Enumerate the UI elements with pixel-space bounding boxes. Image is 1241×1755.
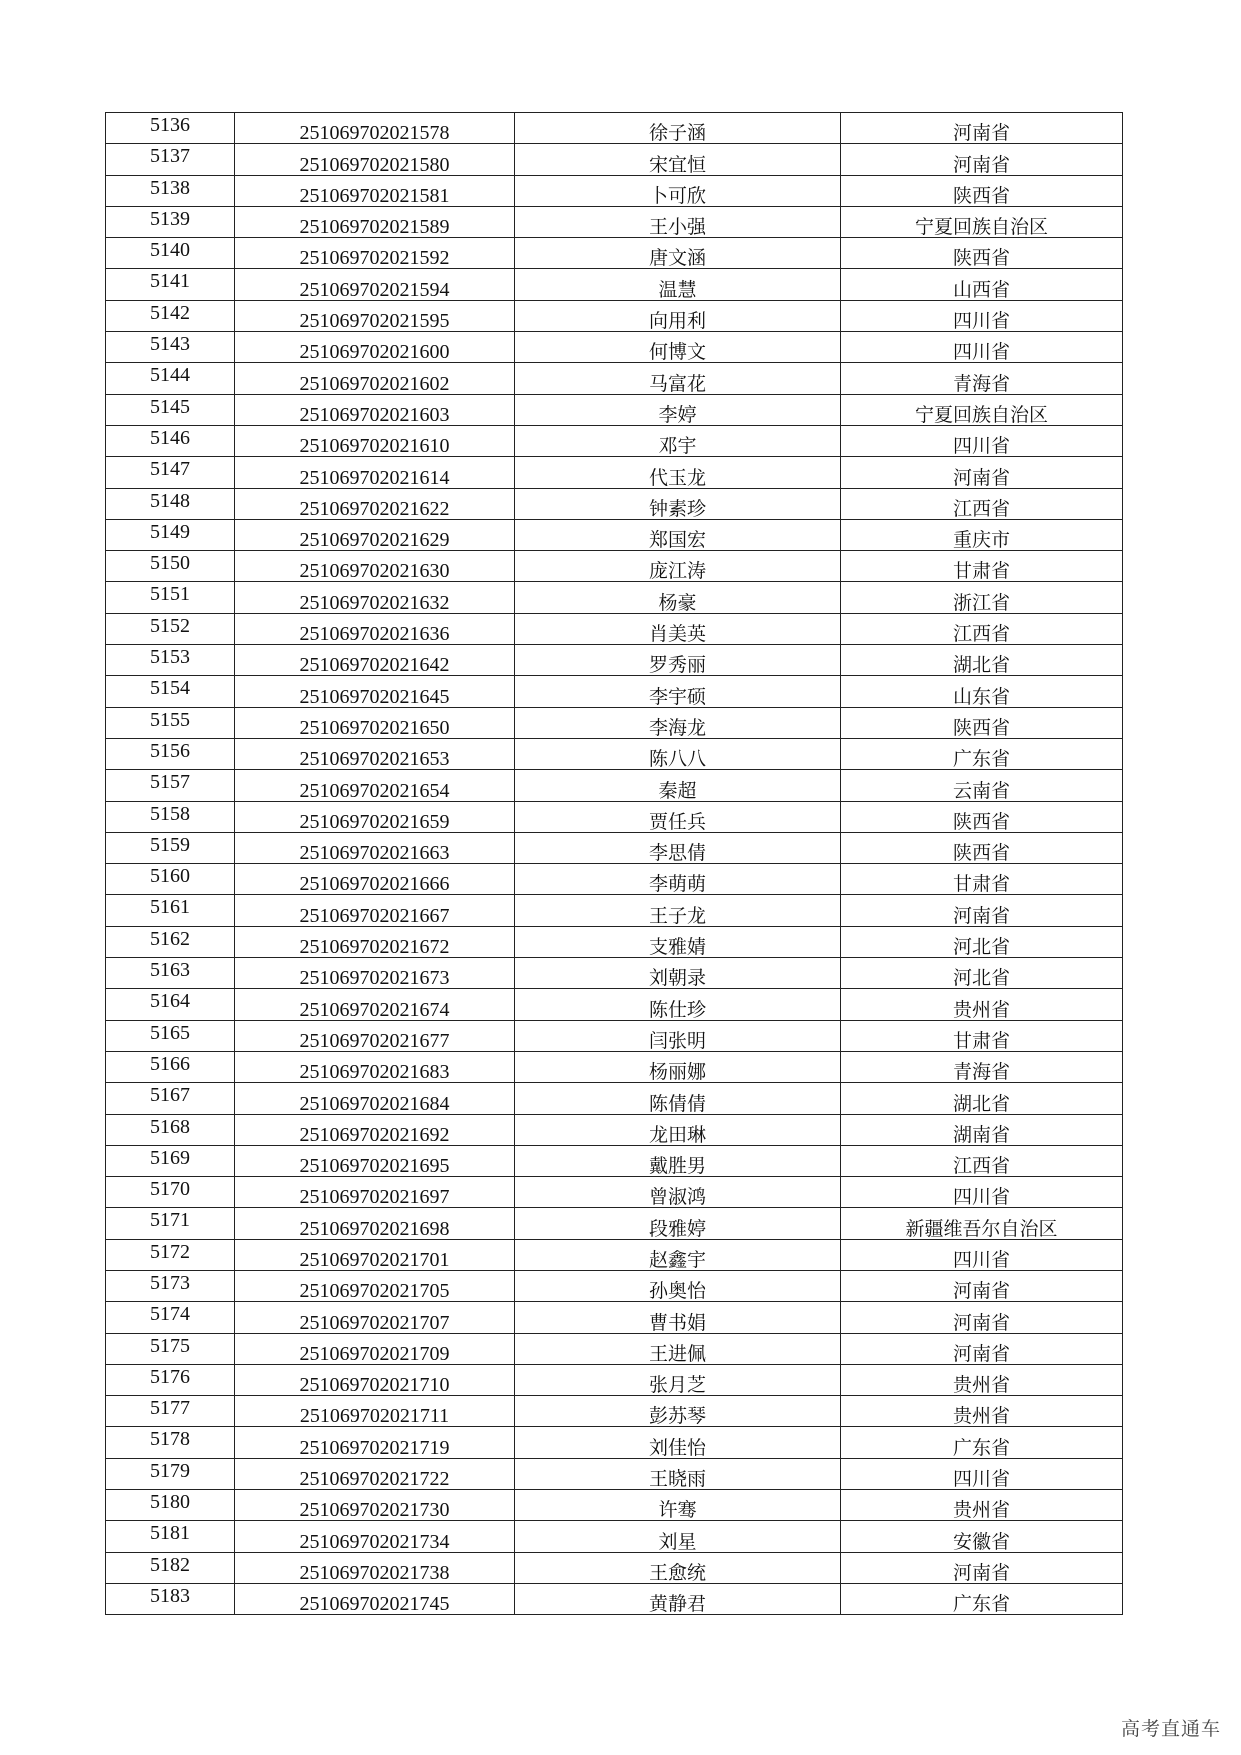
candidate-id: 251069702021698 [235, 1208, 515, 1239]
candidate-province: 贵州省 [841, 1364, 1123, 1395]
row-number: 5148 [106, 488, 235, 519]
candidate-province: 云南省 [841, 770, 1123, 801]
table-row [106, 300, 1123, 331]
candidate-id: 251069702021711 [235, 1396, 515, 1427]
row-number: 5160 [106, 864, 235, 895]
candidate-province: 四川省 [841, 300, 1123, 331]
row-number: 5181 [106, 1521, 235, 1552]
candidate-province: 贵州省 [841, 1396, 1123, 1427]
candidate-name: 李婷 [515, 394, 841, 425]
row-number: 5138 [106, 175, 235, 206]
table-row [106, 707, 1123, 738]
table-row [106, 1521, 1123, 1552]
table-row [106, 1177, 1123, 1208]
table-row [106, 1490, 1123, 1521]
row-number: 5169 [106, 1145, 235, 1176]
candidate-province: 河南省 [841, 895, 1123, 926]
table-row [106, 832, 1123, 863]
row-number: 5143 [106, 332, 235, 363]
table-row [106, 738, 1123, 769]
candidate-id: 251069702021589 [235, 206, 515, 237]
candidate-id: 251069702021659 [235, 801, 515, 832]
candidate-id: 251069702021719 [235, 1427, 515, 1458]
row-number: 5137 [106, 144, 235, 175]
candidate-province: 甘肃省 [841, 864, 1123, 895]
candidate-name: 李宇硕 [515, 676, 841, 707]
row-number: 5180 [106, 1490, 235, 1521]
candidate-province: 陕西省 [841, 707, 1123, 738]
table-row [106, 332, 1123, 363]
candidate-id: 251069702021684 [235, 1083, 515, 1114]
table-row [106, 1583, 1123, 1614]
row-number: 5164 [106, 989, 235, 1020]
row-number: 5144 [106, 363, 235, 394]
row-number: 5174 [106, 1302, 235, 1333]
table-row [106, 770, 1123, 801]
table-row [106, 1020, 1123, 1051]
candidate-province: 河南省 [841, 1333, 1123, 1364]
candidate-id: 251069702021642 [235, 645, 515, 676]
table-row [106, 1396, 1123, 1427]
candidate-province: 山西省 [841, 269, 1123, 300]
candidate-name: 黄静君 [515, 1583, 841, 1614]
row-number: 5163 [106, 958, 235, 989]
candidate-id: 251069702021738 [235, 1552, 515, 1583]
table-row [106, 613, 1123, 644]
candidate-id: 251069702021672 [235, 926, 515, 957]
candidate-name: 刘佳怡 [515, 1427, 841, 1458]
row-number: 5150 [106, 551, 235, 582]
candidate-id: 251069702021650 [235, 707, 515, 738]
table-row [106, 989, 1123, 1020]
candidate-id: 251069702021654 [235, 770, 515, 801]
candidate-name: 刘星 [515, 1521, 841, 1552]
candidate-province: 广东省 [841, 738, 1123, 769]
table-row [106, 1364, 1123, 1395]
candidate-name: 戴胜男 [515, 1145, 841, 1176]
row-number: 5167 [106, 1083, 235, 1114]
table-row [106, 457, 1123, 488]
candidate-id: 251069702021622 [235, 488, 515, 519]
candidate-name: 温慧 [515, 269, 841, 300]
candidate-id: 251069702021580 [235, 144, 515, 175]
candidate-province: 广东省 [841, 1583, 1123, 1614]
table-row [106, 895, 1123, 926]
candidate-province: 甘肃省 [841, 1020, 1123, 1051]
candidate-name: 曹书娟 [515, 1302, 841, 1333]
row-number: 5140 [106, 238, 235, 269]
candidate-province: 四川省 [841, 332, 1123, 363]
candidate-name: 杨豪 [515, 582, 841, 613]
row-number: 5165 [106, 1020, 235, 1051]
table-row [106, 519, 1123, 550]
candidate-province: 湖北省 [841, 645, 1123, 676]
candidate-province: 广东省 [841, 1427, 1123, 1458]
candidate-name: 罗秀丽 [515, 645, 841, 676]
candidate-id: 251069702021709 [235, 1333, 515, 1364]
candidate-province: 河南省 [841, 144, 1123, 175]
row-number: 5146 [106, 425, 235, 456]
candidate-province: 河南省 [841, 457, 1123, 488]
candidate-id: 251069702021595 [235, 300, 515, 331]
candidate-name: 闫张明 [515, 1020, 841, 1051]
candidate-province: 陕西省 [841, 175, 1123, 206]
candidate-province: 河南省 [841, 1302, 1123, 1333]
row-number: 5147 [106, 457, 235, 488]
row-number: 5141 [106, 269, 235, 300]
candidate-name: 郑国宏 [515, 519, 841, 550]
candidate-name: 马富花 [515, 363, 841, 394]
candidate-id: 251069702021674 [235, 989, 515, 1020]
candidate-name: 孙奥怡 [515, 1270, 841, 1301]
candidate-id: 251069702021692 [235, 1114, 515, 1145]
table-row [106, 206, 1123, 237]
candidate-province: 四川省 [841, 425, 1123, 456]
candidate-id: 251069702021666 [235, 864, 515, 895]
candidate-id: 251069702021592 [235, 238, 515, 269]
candidate-name: 庞江涛 [515, 551, 841, 582]
candidate-id: 251069702021614 [235, 457, 515, 488]
candidate-province: 陕西省 [841, 238, 1123, 269]
table-row [106, 175, 1123, 206]
candidate-id: 251069702021734 [235, 1521, 515, 1552]
candidate-name: 肖美英 [515, 613, 841, 644]
candidate-name: 许骞 [515, 1490, 841, 1521]
candidate-province: 安徽省 [841, 1521, 1123, 1552]
candidate-province: 江西省 [841, 613, 1123, 644]
candidate-id: 251069702021630 [235, 551, 515, 582]
candidate-name: 曾淑鸿 [515, 1177, 841, 1208]
candidate-id: 251069702021663 [235, 832, 515, 863]
candidate-id: 251069702021602 [235, 363, 515, 394]
candidate-name: 赵鑫宇 [515, 1239, 841, 1270]
candidate-id: 251069702021629 [235, 519, 515, 550]
row-number: 5166 [106, 1051, 235, 1082]
candidate-name: 秦超 [515, 770, 841, 801]
candidate-name: 宋宜恒 [515, 144, 841, 175]
row-number: 5153 [106, 645, 235, 676]
row-number: 5157 [106, 770, 235, 801]
candidate-province: 四川省 [841, 1239, 1123, 1270]
row-number: 5145 [106, 394, 235, 425]
table-row [106, 1427, 1123, 1458]
candidate-id: 251069702021705 [235, 1270, 515, 1301]
table-row [106, 238, 1123, 269]
watermark-text: 高考直通车 [1120, 1718, 1221, 1740]
candidate-id: 251069702021610 [235, 425, 515, 456]
row-number: 5177 [106, 1396, 235, 1427]
candidate-province: 江西省 [841, 488, 1123, 519]
table-row [106, 113, 1123, 144]
candidate-province: 山东省 [841, 676, 1123, 707]
row-number: 5173 [106, 1270, 235, 1301]
table-row [106, 394, 1123, 425]
table-row [106, 1208, 1123, 1239]
table-row [106, 864, 1123, 895]
row-number: 5151 [106, 582, 235, 613]
row-number: 5139 [106, 206, 235, 237]
table-row [106, 1083, 1123, 1114]
candidate-id: 251069702021578 [235, 113, 515, 144]
candidate-province: 河南省 [841, 1552, 1123, 1583]
candidate-id: 251069702021645 [235, 676, 515, 707]
candidate-name: 王晓雨 [515, 1458, 841, 1489]
candidate-province: 新疆维吾尔自治区 [841, 1208, 1123, 1239]
candidate-id: 251069702021653 [235, 738, 515, 769]
row-number: 5170 [106, 1177, 235, 1208]
candidate-id: 251069702021683 [235, 1051, 515, 1082]
row-number: 5183 [106, 1583, 235, 1614]
table-row [106, 1552, 1123, 1583]
table-row [106, 1270, 1123, 1301]
candidate-province: 贵州省 [841, 989, 1123, 1020]
row-number: 5178 [106, 1427, 235, 1458]
candidate-name: 邓宇 [515, 425, 841, 456]
candidate-name: 李海龙 [515, 707, 841, 738]
candidate-name: 何博文 [515, 332, 841, 363]
candidate-province: 陕西省 [841, 832, 1123, 863]
candidate-province: 河北省 [841, 958, 1123, 989]
candidate-province: 江西省 [841, 1145, 1123, 1176]
table-row [106, 363, 1123, 394]
candidate-id: 251069702021603 [235, 394, 515, 425]
candidate-id: 251069702021701 [235, 1239, 515, 1270]
table-row [106, 425, 1123, 456]
candidate-name: 李萌萌 [515, 864, 841, 895]
table-row [106, 144, 1123, 175]
table-row [106, 488, 1123, 519]
row-number: 5156 [106, 738, 235, 769]
candidate-province: 四川省 [841, 1177, 1123, 1208]
row-number: 5162 [106, 926, 235, 957]
candidate-province: 青海省 [841, 363, 1123, 394]
candidate-province: 四川省 [841, 1458, 1123, 1489]
candidate-province: 宁夏回族自治区 [841, 206, 1123, 237]
candidate-id: 251069702021636 [235, 613, 515, 644]
candidate-name: 陈倩倩 [515, 1083, 841, 1114]
candidate-name: 王进佩 [515, 1333, 841, 1364]
candidate-id: 251069702021667 [235, 895, 515, 926]
row-number: 5179 [106, 1458, 235, 1489]
candidate-name: 钟素珍 [515, 488, 841, 519]
table-row [106, 676, 1123, 707]
candidate-name: 彭苏琴 [515, 1396, 841, 1427]
candidate-id: 251069702021722 [235, 1458, 515, 1489]
table-row [106, 1239, 1123, 1270]
candidate-province: 甘肃省 [841, 551, 1123, 582]
table-row [106, 1145, 1123, 1176]
candidate-table [105, 112, 1123, 1615]
candidate-id: 251069702021745 [235, 1583, 515, 1614]
row-number: 5175 [106, 1333, 235, 1364]
candidate-id: 251069702021594 [235, 269, 515, 300]
table-row [106, 1051, 1123, 1082]
candidate-province: 河南省 [841, 113, 1123, 144]
candidate-province: 宁夏回族自治区 [841, 394, 1123, 425]
candidate-id: 251069702021695 [235, 1145, 515, 1176]
table-row [106, 1458, 1123, 1489]
row-number: 5172 [106, 1239, 235, 1270]
candidate-name: 徐子涵 [515, 113, 841, 144]
candidate-name: 王子龙 [515, 895, 841, 926]
candidate-name: 刘朝录 [515, 958, 841, 989]
candidate-name: 王愈统 [515, 1552, 841, 1583]
table-row [106, 801, 1123, 832]
candidate-name: 唐文涵 [515, 238, 841, 269]
table-row [106, 551, 1123, 582]
candidate-province: 青海省 [841, 1051, 1123, 1082]
candidate-name: 向用利 [515, 300, 841, 331]
row-number: 5161 [106, 895, 235, 926]
table-row [106, 645, 1123, 676]
row-number: 5136 [106, 113, 235, 144]
table-row [106, 1302, 1123, 1333]
candidate-name: 贾任兵 [515, 801, 841, 832]
row-number: 5158 [106, 801, 235, 832]
candidate-province: 河北省 [841, 926, 1123, 957]
candidate-id: 251069702021677 [235, 1020, 515, 1051]
candidate-id: 251069702021673 [235, 958, 515, 989]
candidate-name: 段雅婷 [515, 1208, 841, 1239]
candidate-id: 251069702021730 [235, 1490, 515, 1521]
table-row [106, 582, 1123, 613]
candidate-name: 杨丽娜 [515, 1051, 841, 1082]
table-row [106, 269, 1123, 300]
candidate-name: 王小强 [515, 206, 841, 237]
candidate-name: 陈八八 [515, 738, 841, 769]
candidate-province: 河南省 [841, 1270, 1123, 1301]
candidate-province: 重庆市 [841, 519, 1123, 550]
candidate-province: 湖南省 [841, 1114, 1123, 1145]
row-number: 5168 [106, 1114, 235, 1145]
candidate-province: 浙江省 [841, 582, 1123, 613]
candidate-id: 251069702021581 [235, 175, 515, 206]
row-number: 5155 [106, 707, 235, 738]
candidate-name: 陈仕珍 [515, 989, 841, 1020]
candidate-id: 251069702021697 [235, 1177, 515, 1208]
row-number: 5176 [106, 1364, 235, 1395]
row-number: 5159 [106, 832, 235, 863]
row-number: 5149 [106, 519, 235, 550]
row-number: 5142 [106, 300, 235, 331]
candidate-name: 卜可欣 [515, 175, 841, 206]
row-number: 5171 [106, 1208, 235, 1239]
table-body [106, 113, 1123, 1615]
candidate-id: 251069702021600 [235, 332, 515, 363]
candidate-name: 支雅婧 [515, 926, 841, 957]
candidate-id: 251069702021707 [235, 1302, 515, 1333]
table-row [106, 926, 1123, 957]
candidate-id: 251069702021710 [235, 1364, 515, 1395]
candidate-province: 贵州省 [841, 1490, 1123, 1521]
candidate-province: 湖北省 [841, 1083, 1123, 1114]
candidate-province: 陕西省 [841, 801, 1123, 832]
table-row [106, 1114, 1123, 1145]
candidate-name: 龙田琳 [515, 1114, 841, 1145]
candidate-name: 张月芝 [515, 1364, 841, 1395]
row-number: 5154 [106, 676, 235, 707]
row-number: 5152 [106, 613, 235, 644]
candidate-name: 代玉龙 [515, 457, 841, 488]
table-row [106, 1333, 1123, 1364]
candidate-id: 251069702021632 [235, 582, 515, 613]
candidate-name: 李思倩 [515, 832, 841, 863]
table-row [106, 958, 1123, 989]
row-number: 5182 [106, 1552, 235, 1583]
